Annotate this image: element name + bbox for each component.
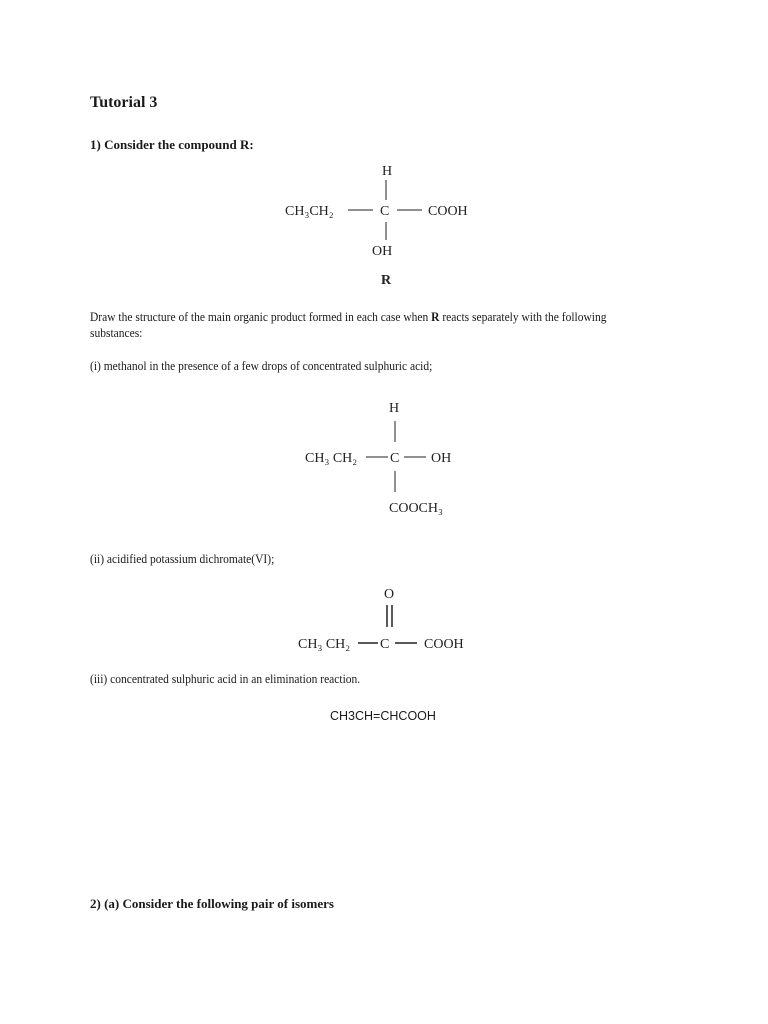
compound-r-label: R	[381, 273, 392, 288]
part-iii-text: (iii) concentrated sulphuric acid in an elimination reaction.	[90, 672, 361, 686]
compound-r-top: H	[382, 164, 393, 179]
answer-iii-formula: CH3CH=CHCOOH	[330, 709, 436, 723]
compound-r-center: C	[380, 204, 390, 219]
answer-i-bottom: COOCH₃	[389, 501, 443, 516]
compound-r-right: COOH	[428, 204, 468, 219]
compound-r-structure	[280, 158, 500, 288]
answer-ii-right: COOH	[424, 637, 464, 652]
answer-i-left: CH₃ CH₂	[305, 451, 358, 466]
answer-ii-left: CH₃ CH₂	[298, 637, 351, 652]
part-ii-text: (ii) acidified potassium dichromate(VI);	[90, 552, 275, 566]
part-i-text: (i) methanol in the presence of a few drops of concentrated sulphuric acid;	[90, 359, 433, 373]
answer-i-center: C	[390, 451, 400, 466]
question-2-heading: 2) (a) Consider the following pair of isomers	[90, 896, 334, 911]
answer-i-top: H	[389, 401, 400, 416]
page-title: Tutorial 3	[90, 94, 158, 111]
compound-r-left: CH₃CH₂	[285, 204, 334, 219]
answer-i-right: OH	[431, 451, 452, 466]
compound-r-bottom: OH	[372, 244, 393, 259]
answer-ii-structure	[295, 583, 495, 658]
answer-ii-center: C	[380, 637, 390, 652]
question-1-heading: 1) Consider the compound R:	[90, 137, 254, 152]
answer-ii-top: O	[384, 587, 395, 602]
instruction-paragraph: Draw the structure of the main organic product formed in each case when R reacts separately with the following substances:	[90, 310, 607, 340]
answer-i-structure	[300, 398, 500, 523]
